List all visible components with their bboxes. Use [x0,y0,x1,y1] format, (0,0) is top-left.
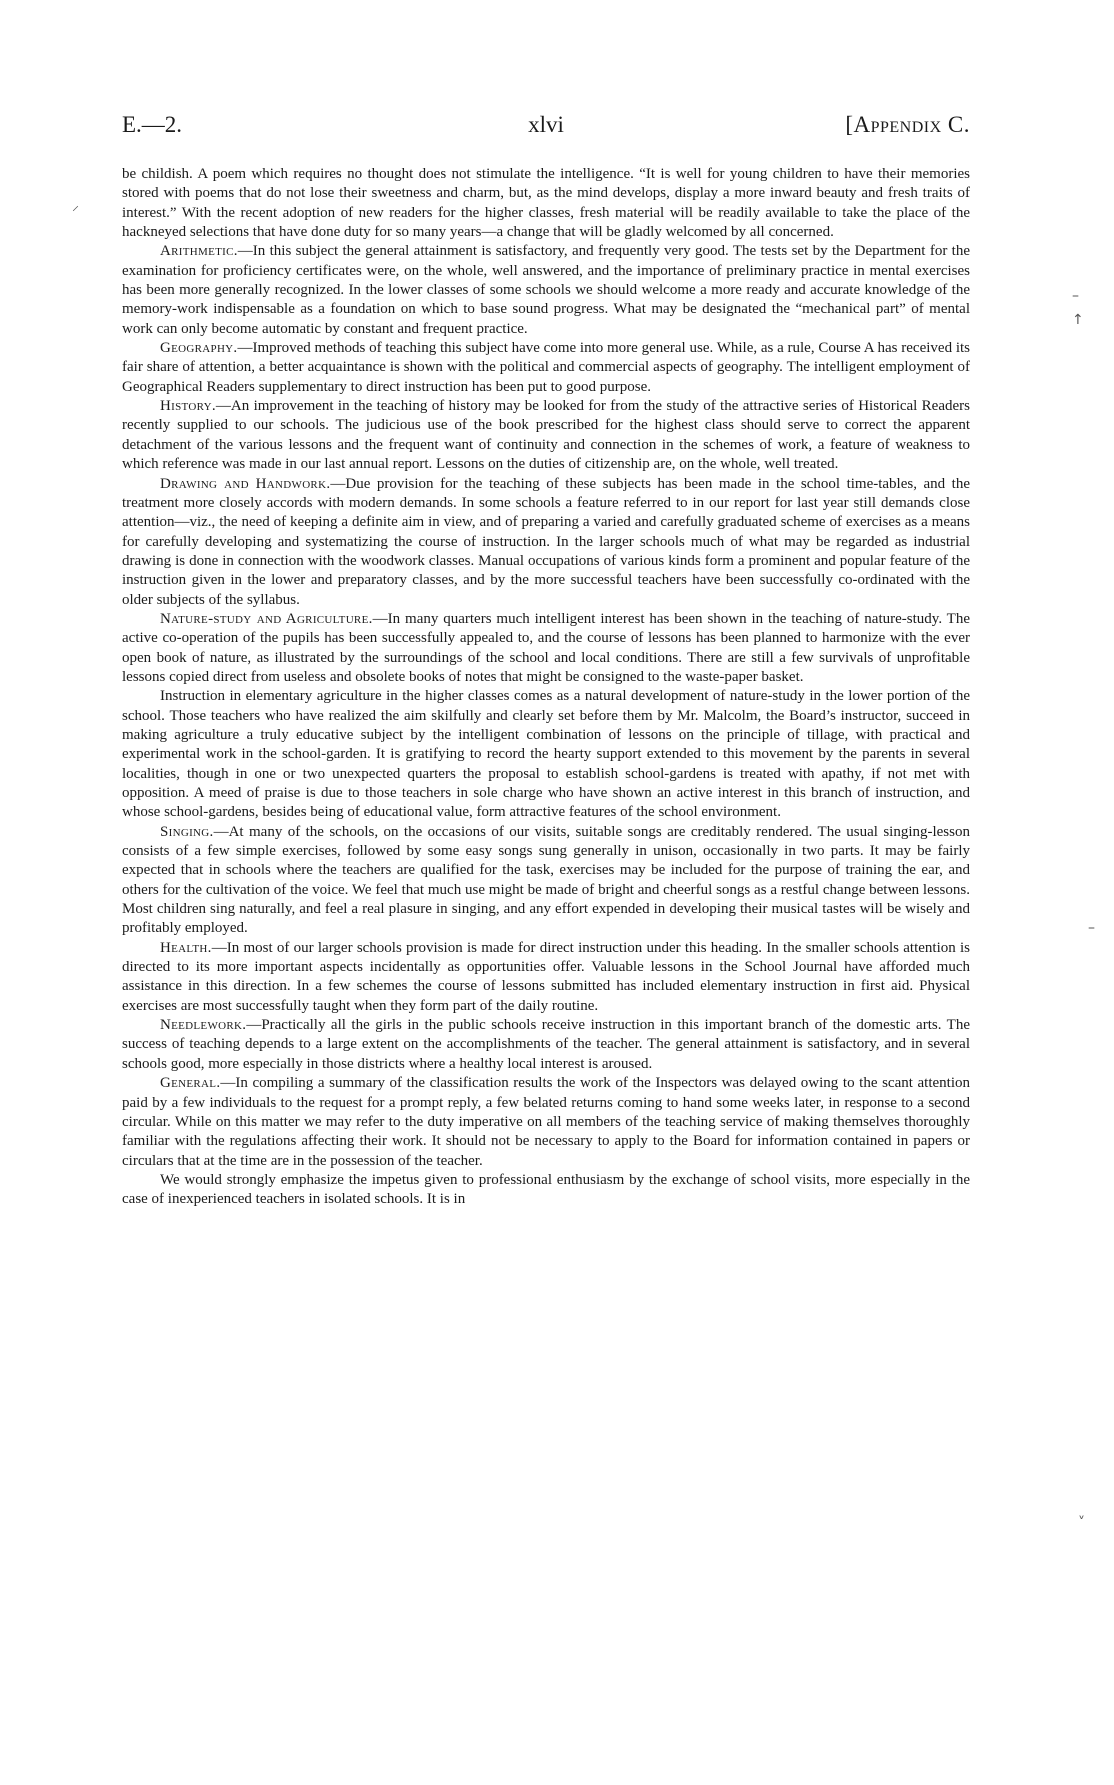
margin-tick-icon: ˅ [1078,1515,1085,1531]
page-number: xlvi [528,112,564,137]
section-heading: Nature-study and Agriculture. [160,610,373,627]
margin-dash-icon: – [1072,288,1079,304]
paragraph-drawing-handwork: Drawing and Handwork.—Due provision for the teaching of these subjects has been made in the school time-tables, and the treatment more closely accords with modern demands. In some schools a feature referred to in our report for last year still demands close attention—viz., the need of keeping a definite aim in view, and of preparing a varied and carefully graduated scheme of exercises as a means for carefully developing and systematizing the course of instruction. In the larger schools much of what may be regarded as industrial drawing is done in connection with the woodwork classes. Manual occupations of various kinds form a prominent and popular feature of the instruction given in the lower and preparatory classes, and by the more successful teachers have been successfully co-ordinated with the older subjects of the syllabus. [122,475,970,608]
section-heading: Geography. [160,340,238,357]
paragraph-singing: Singing.—At many of the schools, on the occasions of our visits, suitable songs are creditably rendered. The usual singing-lesson consists of a few simple exercises, followed by some easy songs sung generally in unison, occasionally in two parts. It may be fairly expected that in schools where the teachers are qualified for the task, exercises may be included for the purpose of training the ear, and others for the cultivation of the voice. We feel that much use might be made of bright and cheerful songs as a restful change between lessons. Most children sing naturally, and feel a real plasure in singing, and any effort expended in developing their musical tastes will be wisely and profitably employed. [122,823,970,937]
section-heading: Needlework. [160,1017,247,1034]
section-heading: Singing. [160,823,214,840]
header-reference: E.—2. [122,112,183,137]
paragraph-agriculture: Instruction in elementary agriculture in the higher classes comes as a natural development of nature-study in the lower portion of the school. Those teachers who have realized the aim skilfully and clearly set before them by Mr. Malcolm, the Board’s instructor, succeed in making agriculture a truly educative subject by the intelligent combination of lessons on the principle of tillage, with practical and experimental work in the school-garden. It is gratifying to record the hearty support extended to this movement by the parents in several localities, though in one or two unexpected quarters the proposal to establish school-gardens is treated with apathy, if not met with opposition. A meed of praise is due to those teachers in sole charge who have shown an active interest in this branch of instruction, and whose school-gardens, besides being of educational value, form attractive features of the school environment. [122,688,970,821]
paragraph-history: History.—An improvement in the teaching of history may be looked for from the study of the attractive series of Historical Readers recently supplied to our schools. The judicious use of the book prescribed for the highest class should serve to correct the apparent detachment of the various lessons and the frequent want of continuity and connection in the schemes of work, a feature of weakness to which reference was made in our last annual report. Lessons on the duties of citizenship are, on the whole, well treated. [122,398,970,473]
section-heading: Drawing and Handwork. [160,475,331,492]
document-body [122,165,970,1210]
paragraph-school-visits: We would strongly emphasize the impetus given to professional enthusiasm by the exchange of school visits, more especially in the case of inexperienced teachers in isolated schools. It is in [122,1171,970,1208]
paragraph-nature-study: Nature-study and Agriculture.—In many quarters much intelligent interest has been shown in the teaching of nature-study. The active co-operation of the pupils has been successfully appealed to, and the course of lessons has been planned to harmonize with the ever open book of nature, as illustrated by the surroundings of the school and local conditions. There are still a few survivals of unprofitable lessons copied direct from useless and obsolete books of notes that might be consigned to the waste-paper basket. [122,610,970,685]
section-heading: Arithmetic. [160,243,238,260]
section-heading: Health. [160,939,212,956]
margin-dash-icon: – [1088,920,1095,936]
paragraph-continuation: be childish. A poem which requires no thought does not stimulate the intelligence. “It is well for young children to have their memories stored with poems that do not lose their sweetness and charm, but, as the mind develops, display a more inward beauty and fresh traits of interest.” With the recent adoption of new readers for the higher classes, fresh material will be readily available to take the place of the hackneyed selections that have done duty for so many years—a change that will be gladly welcomed by all concerned. [122,166,970,241]
paragraph-arithmetic: Arithmetic.—In this subject the general attainment is satisfactory, and frequently very good. The tests set by the Department for the examination for proficiency certificates were, on the whole, well answered, and the importance of preliminary practice in mental exercises has been more generally recognized. In the lower classes of some schools we should welcome a more ready and accurate knowledge of the memory-work indispensable as a foundation on which to base sound progress. What may be designated the “mechanical part” of mental work can only become automatic by constant and frequent practice. [122,243,970,337]
paragraph-health: Health.—In most of our larger schools provision is made for direct instruction under this heading. In the smaller schools attention is directed to its more important aspects incidentally as opportunities offer. Valuable lessons in the School Journal have afforded much assistance in this direction. In a few schemes the course of lessons submitted has included elementary instruction in first aid. Physical exercises are most successfully taught when they form part of the daily routine. [122,939,970,1014]
paragraph-geography: Geography.—Improved methods of teaching this subject have come into more general use. While, as a rule, Course A has received its fair share of attention, a better acquaintance is shown with the political and commercial aspects of geography. The intelligent employment of Geographical Readers supplementary to direct instruction has been put to good purpose. [122,340,970,395]
margin-arrow-icon: ↑ [1072,312,1084,328]
paragraph-general: General.—In compiling a summary of the classification results the work of the Inspectors was delayed owing to the scant attention paid by a few individuals to the request for a prompt reply, a few belated returns coming to hand some weeks later, in response to a second circular. While on this matter we may refer to the duty imperative on all members of the teaching service of making themselves thoroughly familiar with the regulations affecting their work. It should not be necessary to apply to the Board for information contained in papers or circulars that at the time are in the possession of the teacher. [122,1075,970,1169]
header-appendix: [Appendix C. [845,112,970,137]
margin-tick-icon: ⸝ [72,198,79,214]
section-heading: History. [160,398,216,415]
page-header [122,112,970,152]
paragraph-needlework: Needlework.—Practically all the girls in the public schools receive instruction in this important branch of the domestic arts. The success of teaching depends to a large extent on the accomplishments of the teacher. The general attainment is satisfactory, and in several schools good, more especially in those districts where a healthy local interest is aroused. [122,1017,970,1072]
section-heading: General. [160,1075,221,1092]
